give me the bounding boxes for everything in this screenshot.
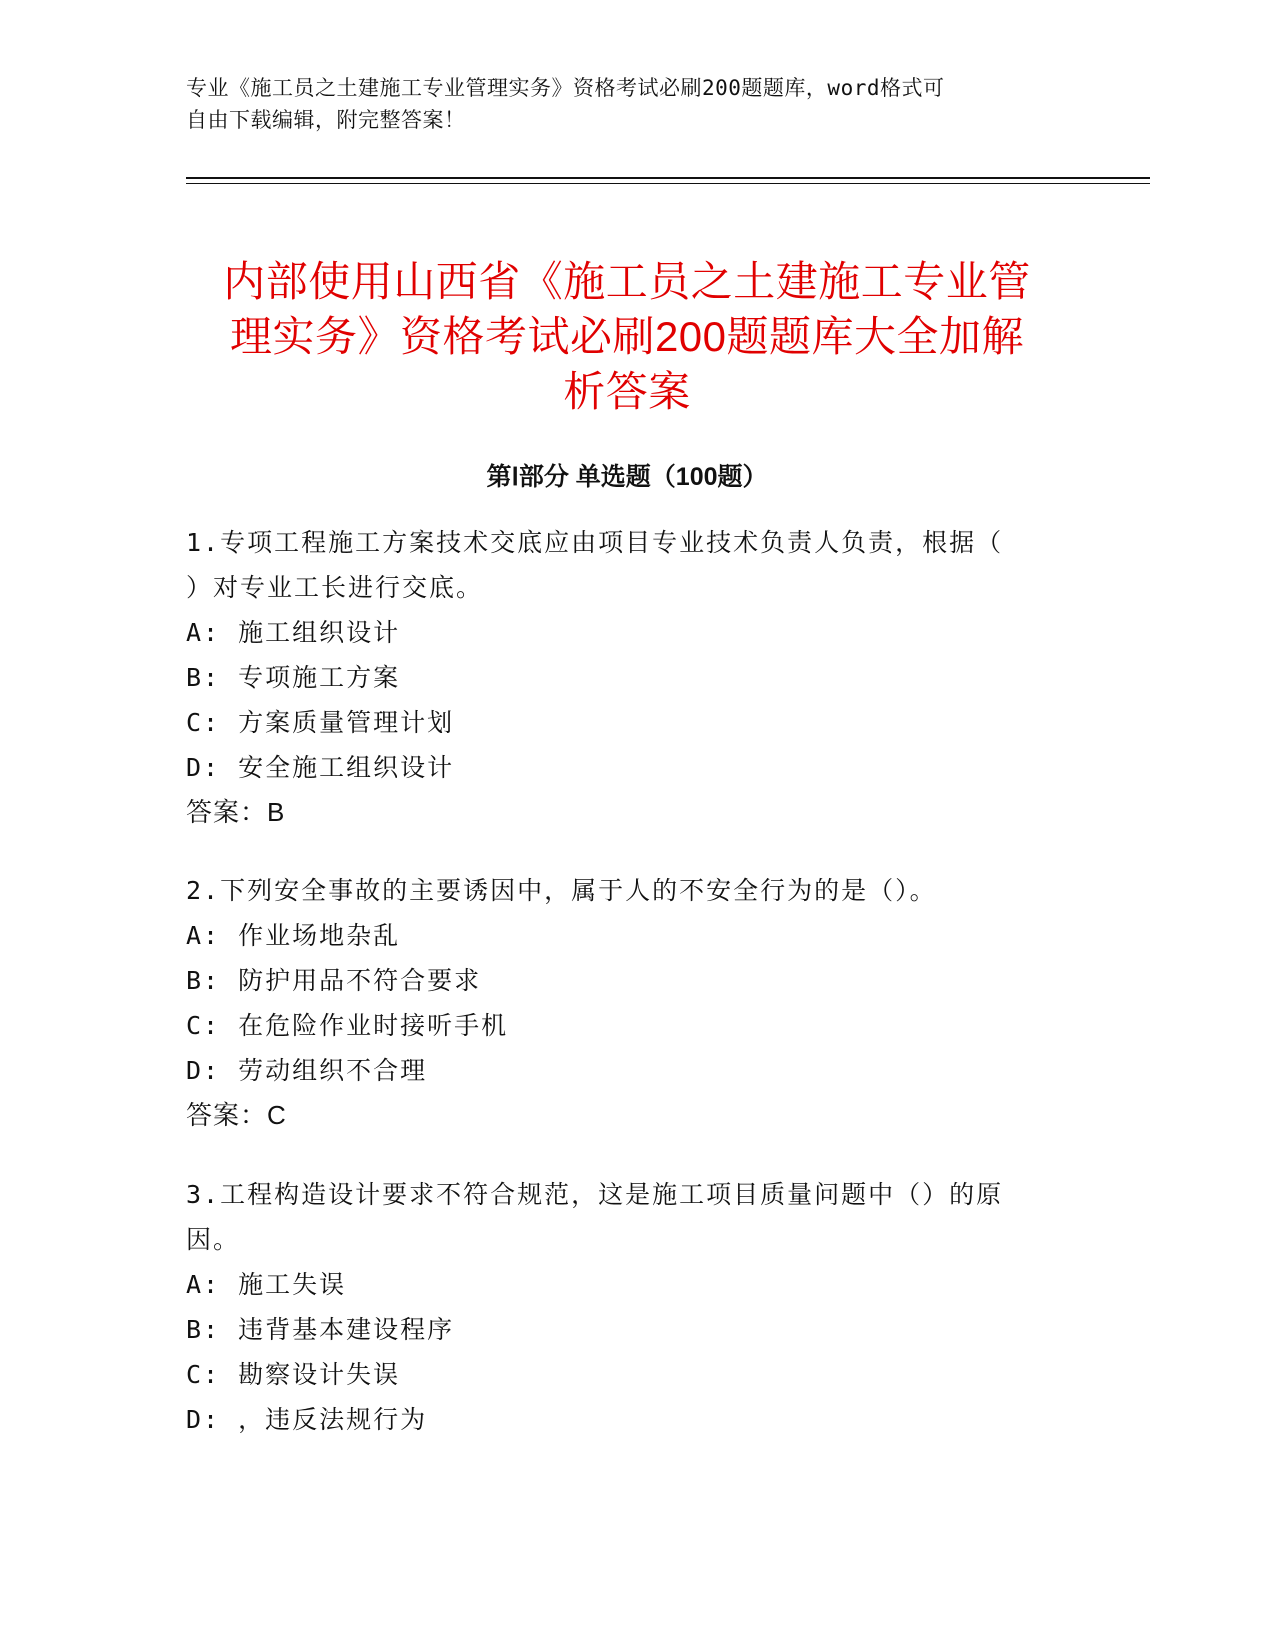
option-text: 施工失误 <box>238 1270 347 1299</box>
question-3-line-2: 因。 <box>186 1225 241 1254</box>
title-line-1: 内部使用山西省《施工员之土建施工专业管 <box>223 258 1031 306</box>
question-3-line-1: 3.工程构造设计要求不符合规范，这是施工项目质量问题中（）的原 <box>186 1180 1004 1209</box>
question-2 <box>186 868 1086 1138</box>
question-1-option-c <box>186 700 1086 745</box>
question-3 <box>186 1172 1086 1442</box>
page-title <box>186 254 1068 419</box>
bottom-divider-line <box>186 183 1150 184</box>
option-text: 在危险作业时接听手机 <box>238 1011 509 1040</box>
question-1-option-b <box>186 655 1086 700</box>
question-1-answer: 答案：B <box>186 797 286 827</box>
option-label: D: <box>186 1056 221 1085</box>
option-label: A: <box>186 921 221 950</box>
option-label: A: <box>186 1270 221 1299</box>
option-label: B: <box>186 966 221 995</box>
question-2-option-d <box>186 1048 1086 1093</box>
question-2-line-1: 2.下列安全事故的主要诱因中，属于人的不安全行为的是（）。 <box>186 876 937 905</box>
option-text: 方案质量管理计划 <box>238 708 455 737</box>
question-2-option-c <box>186 1003 1086 1048</box>
document-intro <box>186 72 1066 136</box>
option-label: A: <box>186 618 221 647</box>
option-label: C: <box>186 708 221 737</box>
question-1-line-1: 1.专项工程施工方案技术交底应由项目专业技术负责人负责，根据（ <box>186 528 1004 557</box>
question-3-option-c <box>186 1352 1086 1397</box>
intro-line-2: 自由下载编辑，附完整答案！ <box>186 108 466 132</box>
option-text: 劳动组织不合理 <box>238 1056 428 1085</box>
option-text: 违背基本建设程序 <box>238 1315 455 1344</box>
option-text: ，违反法规行为 <box>238 1405 428 1434</box>
option-text: 施工组织设计 <box>238 618 401 647</box>
question-2-answer: 答案：C <box>186 1100 287 1130</box>
question-1-option-d <box>186 745 1086 790</box>
option-label: D: <box>186 1405 221 1434</box>
title-line-2: 理实务》资格考试必刷200题题库大全加解 <box>229 313 1025 361</box>
question-2-option-a <box>186 913 1086 958</box>
question-2-option-b <box>186 958 1086 1003</box>
option-text: 防护用品不符合要求 <box>238 966 482 995</box>
question-3-option-b <box>186 1307 1086 1352</box>
intro-line-1: 专业《施工员之土建施工专业管理实务》资格考试必刷200题题库，word格式可 <box>186 76 945 100</box>
option-label: B: <box>186 1315 221 1344</box>
section-heading: 第Ⅰ部分 单选题（100题） <box>486 462 768 491</box>
option-text: 作业场地杂乱 <box>238 921 401 950</box>
option-label: C: <box>186 1011 221 1040</box>
question-1 <box>186 520 1086 835</box>
question-3-option-a <box>186 1262 1086 1307</box>
title-line-3: 析答案 <box>563 368 691 416</box>
question-3-option-d <box>186 1397 1086 1442</box>
question-1-option-a <box>186 610 1086 655</box>
option-label: B: <box>186 663 221 692</box>
question-1-line-2: ）对专业工长进行交底。 <box>186 573 484 602</box>
option-text: 安全施工组织设计 <box>238 753 455 782</box>
option-label: D: <box>186 753 221 782</box>
option-text: 专项施工方案 <box>238 663 401 692</box>
top-divider-line <box>186 177 1150 179</box>
option-label: C: <box>186 1360 221 1389</box>
option-text: 勘察设计失误 <box>238 1360 401 1389</box>
